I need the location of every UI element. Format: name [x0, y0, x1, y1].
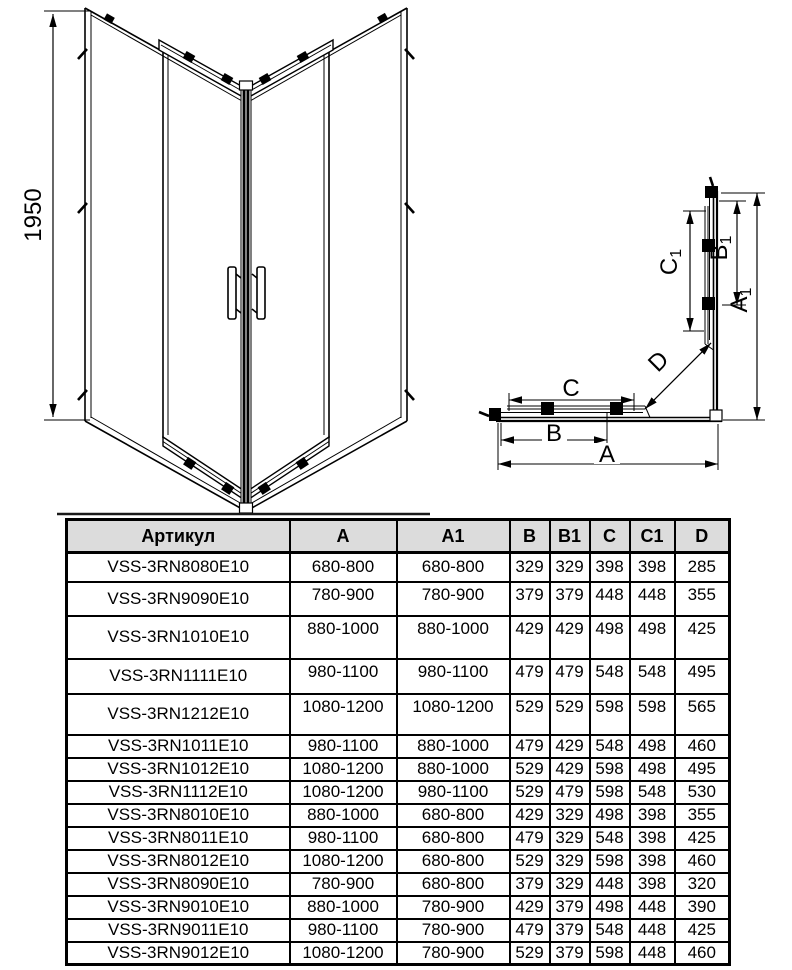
table-row — [67, 942, 730, 965]
value-b-cell: 429 — [510, 616, 550, 659]
plan-bottom-wall — [479, 402, 722, 421]
value-a1-cell: 780-900 — [397, 942, 510, 965]
value-c1-cell: 448 — [630, 919, 675, 942]
value-c-cell: 498 — [590, 616, 630, 659]
value-a1-cell: 780-900 — [397, 582, 510, 616]
value-b1-cell: 379 — [550, 942, 590, 965]
value-d-cell: 355 — [675, 582, 730, 616]
value-a-cell: 1080-1200 — [290, 694, 397, 735]
value-a1-cell: 880-1000 — [397, 735, 510, 758]
value-b-cell: 329 — [510, 553, 550, 582]
plan-dim-a1-label: A1 — [726, 287, 755, 313]
plan-dim-c1-label: C1 — [656, 248, 685, 276]
plan-dim-b1-label: B1 — [706, 235, 735, 261]
value-b-cell: 479 — [510, 659, 550, 694]
value-a-cell: 980-1100 — [290, 735, 397, 758]
value-a1-cell: 880-1000 — [397, 616, 510, 659]
value-c-cell: 448 — [590, 873, 630, 896]
value-a1-cell: 680-800 — [397, 850, 510, 873]
value-b-cell: 529 — [510, 781, 550, 804]
value-a-cell: 1080-1200 — [290, 850, 397, 873]
article-cell: VSS-3RN8090E10 — [67, 873, 290, 896]
value-c-cell: 498 — [590, 896, 630, 919]
article-cell: VSS-3RN8012E10 — [67, 850, 290, 873]
value-b1-cell: 329 — [550, 873, 590, 896]
value-b-cell: 529 — [510, 694, 550, 735]
table-row — [67, 553, 730, 582]
value-d-cell: 460 — [675, 942, 730, 965]
table-row — [67, 850, 730, 873]
value-a-cell: 780-900 — [290, 582, 397, 616]
table-row — [67, 659, 730, 694]
article-cell: VSS-3RN1112E10 — [67, 781, 290, 804]
value-c1-cell: 398 — [630, 553, 675, 582]
article-cell: VSS-3RN1111E10 — [67, 659, 290, 694]
table-row — [67, 896, 730, 919]
article-cell: VSS-3RN8010E10 — [67, 804, 290, 827]
value-d-cell: 355 — [675, 804, 730, 827]
value-c-cell: 548 — [590, 919, 630, 942]
value-a-cell: 1080-1200 — [290, 942, 397, 965]
value-c-cell: 548 — [590, 827, 630, 850]
article-cell: VSS-3RN8080E10 — [67, 553, 290, 582]
table-row — [67, 804, 730, 827]
plan-dim-d — [643, 343, 711, 409]
value-b-cell: 529 — [510, 758, 550, 781]
plan-dim-c1 — [656, 211, 706, 331]
table-row — [67, 735, 730, 758]
value-b1-cell: 429 — [550, 758, 590, 781]
article-cell: VSS-3RN1212E10 — [67, 694, 290, 735]
col-header-c1: C1 — [630, 520, 675, 553]
value-c-cell: 548 — [590, 659, 630, 694]
value-b-cell: 429 — [510, 804, 550, 827]
value-a1-cell: 780-900 — [397, 896, 510, 919]
front-height-dimension — [20, 11, 90, 420]
article-cell: VSS-3RN9012E10 — [67, 942, 290, 965]
table-body — [67, 553, 730, 965]
plan-dim-a-label: A — [598, 441, 616, 468]
table-row — [67, 616, 730, 659]
value-c1-cell: 448 — [630, 942, 675, 965]
col-header-article: Артикул — [67, 520, 290, 553]
value-d-cell: 530 — [675, 781, 730, 804]
value-a1-cell: 680-800 — [397, 553, 510, 582]
value-b1-cell: 329 — [550, 804, 590, 827]
value-a1-cell: 880-1000 — [397, 758, 510, 781]
table-row — [67, 873, 730, 896]
table-row — [67, 582, 730, 616]
value-d-cell: 425 — [675, 919, 730, 942]
spec-table-container — [65, 518, 728, 966]
value-c-cell: 598 — [590, 781, 630, 804]
value-c-cell: 598 — [590, 850, 630, 873]
value-c-cell: 448 — [590, 582, 630, 616]
article-cell: VSS-3RN8011E10 — [67, 827, 290, 850]
value-a1-cell: 780-900 — [397, 919, 510, 942]
value-c1-cell: 398 — [630, 827, 675, 850]
plan-dim-d-label: D — [643, 346, 675, 378]
article-cell: VSS-3RN9010E10 — [67, 896, 290, 919]
value-c-cell: 398 — [590, 553, 630, 582]
front-corner-post — [240, 81, 253, 513]
table-row — [67, 919, 730, 942]
value-b1-cell: 329 — [550, 553, 590, 582]
value-d-cell: 495 — [675, 659, 730, 694]
value-b1-cell: 379 — [550, 919, 590, 942]
value-c1-cell: 498 — [630, 758, 675, 781]
value-b1-cell: 379 — [550, 896, 590, 919]
value-a1-cell: 980-1100 — [397, 781, 510, 804]
value-a1-cell: 680-800 — [397, 873, 510, 896]
value-c1-cell: 398 — [630, 873, 675, 896]
table-row — [67, 781, 730, 804]
front-left-panel — [78, 8, 246, 509]
value-c1-cell: 498 — [630, 735, 675, 758]
plan-dim-c-label: C — [562, 375, 580, 402]
value-b-cell: 479 — [510, 735, 550, 758]
article-cell: VSS-3RN1010E10 — [67, 616, 290, 659]
col-header-a1: A1 — [397, 520, 510, 553]
article-cell: VSS-3RN1012E10 — [67, 758, 290, 781]
value-b-cell: 529 — [510, 942, 550, 965]
value-b1-cell: 429 — [550, 735, 590, 758]
value-b1-cell: 479 — [550, 659, 590, 694]
value-c1-cell: 598 — [630, 694, 675, 735]
value-c-cell: 598 — [590, 758, 630, 781]
article-cell: VSS-3RN1011E10 — [67, 735, 290, 758]
value-a-cell: 980-1100 — [290, 827, 397, 850]
value-b-cell: 379 — [510, 873, 550, 896]
value-c1-cell: 498 — [630, 616, 675, 659]
value-a-cell: 1080-1200 — [290, 781, 397, 804]
col-header-b1: B1 — [550, 520, 590, 553]
table-row — [67, 758, 730, 781]
front-height-dimension-label: 1950 — [20, 188, 47, 242]
col-header-c: C — [590, 520, 630, 553]
value-b1-cell: 429 — [550, 616, 590, 659]
article-cell: VSS-3RN9090E10 — [67, 582, 290, 616]
value-c1-cell: 448 — [630, 896, 675, 919]
front-view-diagram — [20, 8, 430, 514]
value-b-cell: 479 — [510, 827, 550, 850]
value-b1-cell: 529 — [550, 694, 590, 735]
front-right-panel — [246, 8, 414, 509]
plan-dim-b-label: B — [545, 420, 563, 447]
article-cell: VSS-3RN9011E10 — [67, 919, 290, 942]
value-b1-cell: 379 — [550, 582, 590, 616]
value-b-cell: 529 — [510, 850, 550, 873]
value-c-cell: 498 — [590, 804, 630, 827]
value-a-cell: 880-1000 — [290, 804, 397, 827]
col-header-d: D — [675, 520, 730, 553]
right-door-handle — [252, 267, 265, 319]
col-header-a: A — [290, 520, 397, 553]
value-b-cell: 379 — [510, 582, 550, 616]
plan-view-diagram — [479, 177, 765, 470]
value-a-cell: 980-1100 — [290, 919, 397, 942]
value-d-cell: 320 — [675, 873, 730, 896]
value-b1-cell: 329 — [550, 850, 590, 873]
value-c1-cell: 398 — [630, 850, 675, 873]
value-d-cell: 565 — [675, 694, 730, 735]
value-a-cell: 880-1000 — [290, 896, 397, 919]
value-a1-cell: 680-800 — [397, 827, 510, 850]
value-d-cell: 425 — [675, 827, 730, 850]
value-b-cell: 479 — [510, 919, 550, 942]
spec-table — [65, 518, 731, 966]
left-door-handle — [228, 267, 241, 319]
value-d-cell: 460 — [675, 735, 730, 758]
plan-right-wall — [702, 177, 722, 421]
value-b1-cell: 329 — [550, 827, 590, 850]
value-a1-cell: 980-1100 — [397, 659, 510, 694]
value-b-cell: 429 — [510, 896, 550, 919]
value-c1-cell: 548 — [630, 659, 675, 694]
plan-dim-a1 — [721, 193, 765, 420]
table-row — [67, 827, 730, 850]
value-c1-cell: 398 — [630, 804, 675, 827]
value-a-cell: 780-900 — [290, 873, 397, 896]
value-d-cell: 460 — [675, 850, 730, 873]
value-a-cell: 880-1000 — [290, 616, 397, 659]
plan-dim-a — [498, 423, 718, 470]
value-a1-cell: 680-800 — [397, 804, 510, 827]
value-c1-cell: 448 — [630, 582, 675, 616]
table-row — [67, 694, 730, 735]
value-b1-cell: 479 — [550, 781, 590, 804]
value-a-cell: 980-1100 — [290, 659, 397, 694]
value-c-cell: 548 — [590, 735, 630, 758]
value-d-cell: 495 — [675, 758, 730, 781]
table-header-row — [67, 520, 730, 553]
value-d-cell: 390 — [675, 896, 730, 919]
value-c-cell: 598 — [590, 694, 630, 735]
value-d-cell: 425 — [675, 616, 730, 659]
value-a1-cell: 1080-1200 — [397, 694, 510, 735]
value-a-cell: 680-800 — [290, 553, 397, 582]
value-d-cell: 285 — [675, 553, 730, 582]
value-a-cell: 1080-1200 — [290, 758, 397, 781]
col-header-b: B — [510, 520, 550, 553]
value-c-cell: 598 — [590, 942, 630, 965]
value-c1-cell: 548 — [630, 781, 675, 804]
